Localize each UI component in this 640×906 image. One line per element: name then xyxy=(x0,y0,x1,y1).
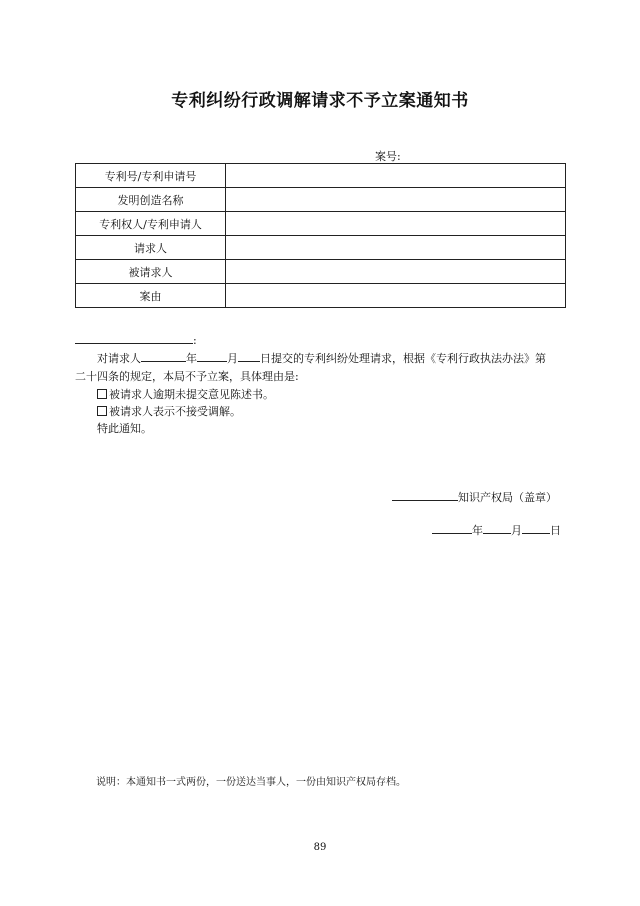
option-1[interactable] xyxy=(97,386,274,402)
row-label-requester: 请求人 xyxy=(76,236,226,260)
table-row xyxy=(76,260,566,284)
addressee-blank[interactable] xyxy=(75,332,193,344)
office-blank[interactable] xyxy=(392,489,458,501)
row-value-invention-name[interactable] xyxy=(226,188,566,212)
office-label: 知识产权局（盖章） xyxy=(458,491,557,504)
option-1-label: 被请求人逾期未提交意见陈述书。 xyxy=(109,388,274,401)
sig-year-text: 年 xyxy=(472,524,483,537)
table-row xyxy=(76,236,566,260)
info-table xyxy=(75,163,566,308)
requester-blank[interactable] xyxy=(141,350,186,362)
row-value-requester[interactable] xyxy=(226,236,566,260)
signature-date xyxy=(432,522,561,538)
sig-year-blank[interactable] xyxy=(432,522,472,534)
month-blank[interactable] xyxy=(197,350,227,362)
addressee-colon: : xyxy=(193,334,197,347)
footnote: 说明：本通知书一式两份，一份送达当事人，一份由知识产权局存档。 xyxy=(96,777,406,788)
row-label-invention-name: 发明创造名称 xyxy=(76,188,226,212)
row-label-patentee: 专利权人/专利申请人 xyxy=(76,212,226,236)
office-signature xyxy=(392,489,557,505)
sig-month-text: 月 xyxy=(511,524,522,537)
paragraph-line-2: 二十四条的规定，本局不予立案，具体理由是: xyxy=(75,370,299,383)
table-row xyxy=(76,164,566,188)
row-value-patentee[interactable] xyxy=(226,212,566,236)
row-value-patent-number[interactable] xyxy=(226,164,566,188)
document-title: 专利纠纷行政调解请求不予立案通知书 xyxy=(171,91,469,111)
table-row xyxy=(76,212,566,236)
sig-day-blank[interactable] xyxy=(522,522,550,534)
page-number: 89 xyxy=(313,842,327,853)
p1-lead-text: 对请求人 xyxy=(97,352,141,365)
row-label-patent-number: 专利号/专利申请号 xyxy=(76,164,226,188)
paragraph-line-1 xyxy=(97,350,546,366)
day-blank[interactable] xyxy=(238,350,260,362)
checkbox-icon[interactable] xyxy=(97,389,107,399)
row-label-respondent: 被请求人 xyxy=(76,260,226,284)
option-2-label: 被请求人表示不接受调解。 xyxy=(109,405,241,418)
case-number-label: 案号: xyxy=(375,150,401,163)
sig-month-blank[interactable] xyxy=(483,522,511,534)
p1-year-text: 年 xyxy=(186,352,197,365)
row-label-cause: 案由 xyxy=(76,284,226,308)
row-value-cause[interactable] xyxy=(226,284,566,308)
row-value-respondent[interactable] xyxy=(226,260,566,284)
option-2[interactable] xyxy=(97,403,241,419)
table-row xyxy=(76,188,566,212)
checkbox-icon[interactable] xyxy=(97,406,107,416)
table-row xyxy=(76,284,566,308)
p1-month-text: 月 xyxy=(227,352,238,365)
addressee-line xyxy=(75,332,197,347)
sig-day-text: 日 xyxy=(550,524,561,537)
p1-tail-text: 日提交的专利纠纷处理请求，根据《专利行政执法办法》第 xyxy=(260,352,546,365)
closing-text: 特此通知。 xyxy=(97,422,152,435)
